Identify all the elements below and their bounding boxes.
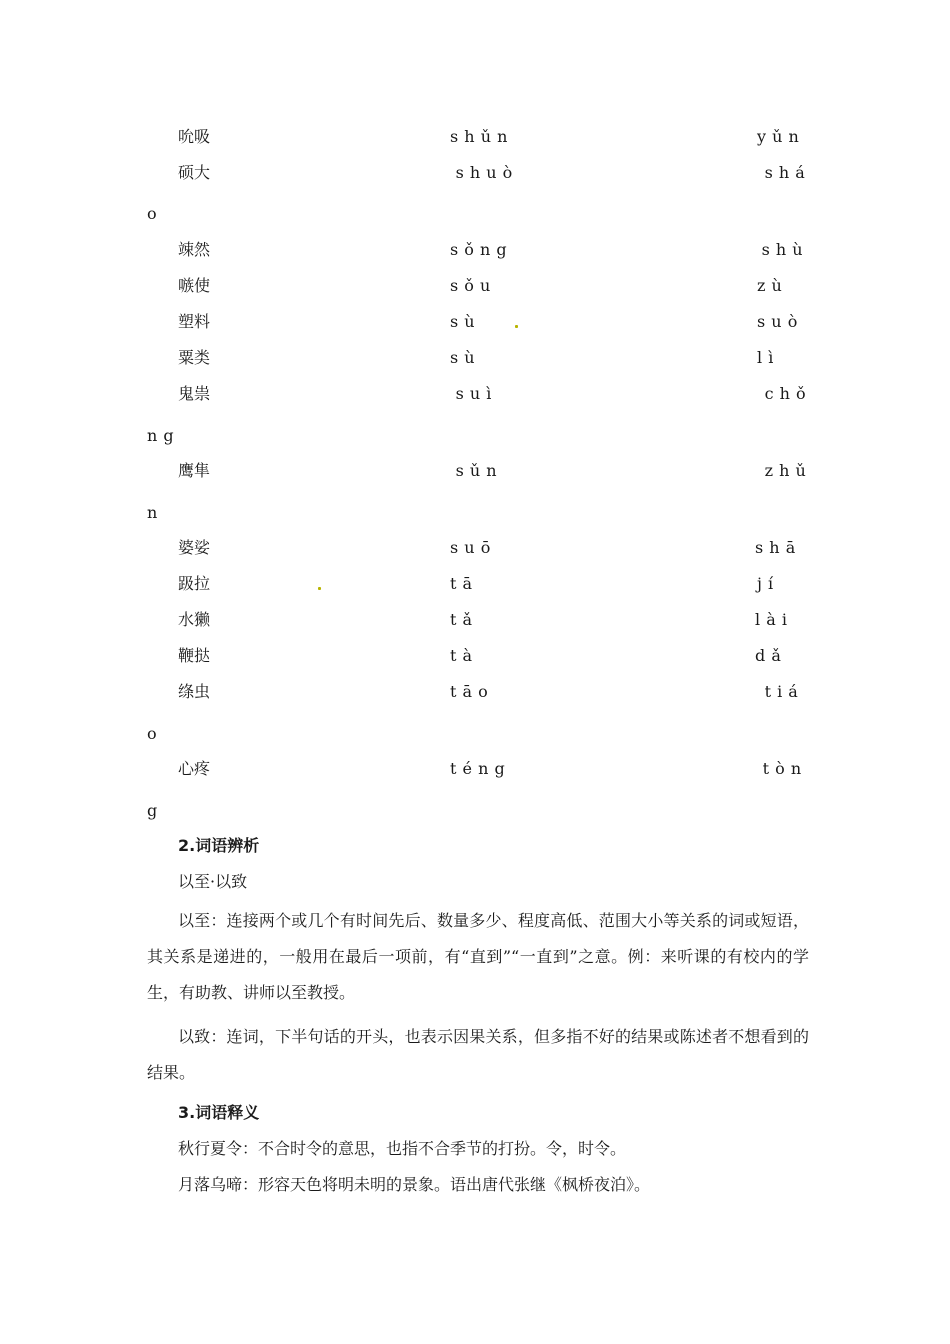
pinyin-row: [0, 125, 950, 149]
pinyin-row: [0, 572, 950, 596]
pinyin-second: s h ā: [755, 538, 796, 557]
pinyin-second: l ì: [757, 348, 774, 367]
vocab-word: 绦虫: [178, 682, 211, 701]
vocab-word: 趿拉: [178, 574, 211, 593]
pinyin-row: [0, 536, 950, 560]
section-subtitle: 以至·以致: [178, 872, 248, 891]
section-heading: 3.词语释义: [178, 1103, 260, 1122]
pinyin-wrap: n g: [147, 426, 175, 445]
paragraph: 以至：连接两个或几个有时间先后、数量多少、程度高低、范围大小等关系的词或短语，其关系是递进的，一般用在最后一项前，有“直到”“一直到”之意。例：来听课的有校内的学生，有助教、讲师以至教授。: [147, 911, 809, 1002]
section-heading: 2.词语辨析: [178, 836, 260, 855]
pinyin-second: s h ù: [756, 240, 804, 259]
pinyin-wrap: n: [147, 503, 158, 522]
vocab-word: 粟类: [178, 348, 211, 367]
pinyin-first: t ǎ: [450, 610, 473, 629]
pinyin-second: s u ò: [757, 312, 798, 331]
pinyin-first: s ǔ n: [450, 461, 498, 480]
pinyin-wrap: o: [147, 204, 158, 223]
paragraph: 以致：连词，下半句话的开头，也表示因果关系，但多指不好的结果或陈述者不想看到的结果。: [147, 1027, 809, 1082]
pinyin-first: s u ì: [450, 384, 492, 403]
vocab-word: 心疼: [178, 759, 211, 778]
pinyin-row: [0, 757, 950, 781]
pinyin-second: z h ǔ: [759, 461, 807, 480]
definition-line: 月落乌啼：形容天色将明未明的景象。语出唐代张继《枫桥夜泊》。: [178, 1175, 651, 1194]
pinyin-row: [0, 680, 950, 704]
pinyin-first: s ǒ n g: [450, 240, 508, 259]
pinyin-first: s ù: [450, 348, 476, 367]
vocab-word: 硕大: [178, 163, 211, 182]
pinyin-row: [0, 346, 950, 370]
pinyin-second: d ǎ: [755, 646, 782, 665]
pinyin-second: t i á: [759, 682, 799, 701]
pinyin-second: s h á: [759, 163, 806, 182]
pinyin-first: s ù: [450, 312, 476, 331]
pinyin-first: t ā: [450, 574, 473, 593]
pinyin-row: [0, 310, 950, 334]
pinyin-row: [0, 161, 950, 185]
pinyin-row: [0, 274, 950, 298]
pinyin-first: s u ō: [450, 538, 491, 557]
pinyin-row: [0, 238, 950, 262]
pinyin-second: y ǔ n: [757, 127, 800, 146]
stray-dot-mark: [515, 325, 518, 328]
pinyin-first: s ǒ u: [450, 276, 491, 295]
pinyin-wrap: g: [147, 801, 158, 820]
vocab-word: 嗾使: [178, 276, 211, 295]
pinyin-wrap: o: [147, 724, 158, 743]
vocab-word: 吮吸: [178, 127, 211, 146]
vocab-word: 婆娑: [178, 538, 211, 557]
pinyin-first: t é n g: [450, 759, 506, 778]
pinyin-second: l à i: [755, 610, 788, 629]
vocab-word: 鹰隼: [178, 461, 211, 480]
definition-line: 秋行夏令：不合时令的意思，也指不合季节的打扮。令，时令。: [178, 1139, 627, 1158]
pinyin-second: j í: [757, 574, 774, 593]
pinyin-first: t ā o: [450, 682, 489, 701]
pinyin-row: [0, 382, 950, 406]
pinyin-second: c h ǒ: [759, 384, 807, 403]
pinyin-first: s h ǔ n: [450, 127, 508, 146]
vocab-word: 塑料: [178, 312, 211, 331]
vocab-word: 鞭挞: [178, 646, 211, 665]
pinyin-row: [0, 644, 950, 668]
pinyin-second: z ù: [757, 276, 783, 295]
pinyin-second: t ò n: [757, 759, 802, 778]
pinyin-row: [0, 608, 950, 632]
pinyin-first: s h u ò: [450, 163, 513, 182]
stray-dot-mark: [318, 587, 321, 590]
pinyin-first: t à: [450, 646, 473, 665]
vocab-word: 水獭: [178, 610, 211, 629]
pinyin-row: [0, 459, 950, 483]
vocab-word: 鬼祟: [178, 384, 211, 403]
vocab-word: 竦然: [178, 240, 211, 259]
